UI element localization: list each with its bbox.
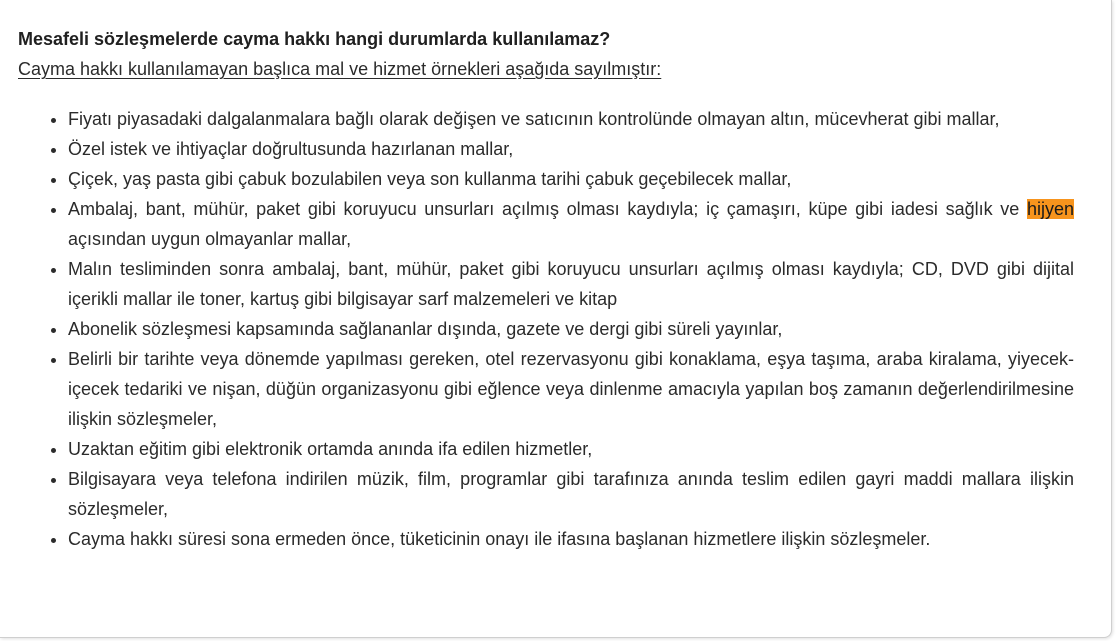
list-item — [68, 464, 1074, 524]
list-item — [68, 524, 1074, 554]
exceptions-list — [18, 104, 1074, 554]
list-item — [68, 434, 1074, 464]
list-item-text: Abonelik sözleşmesi kapsamında sağlananlar dışında, gazete ve dergi gibi süreli yayınlar, — [68, 319, 783, 339]
search-highlight: hijyen — [1026, 199, 1074, 219]
list-item-text-after: açısından uygun olmayanlar mallar, — [68, 229, 352, 249]
article-body — [18, 26, 1074, 554]
list-item — [68, 164, 1074, 194]
list-item-text-before: Ambalaj, bant, mühür, paket gibi koruyucu unsurları açılmış olması kaydıyla; iç çamaşırı, küpe gibi iadesi sağlık ve — [68, 199, 1027, 219]
list-item-text: Çiçek, yaş pasta gibi çabuk bozulabilen veya son kullanma tarihi çabuk geçebilecek mallar, — [68, 169, 792, 189]
list-item-text: Özel istek ve ihtiyaçlar doğrultusunda hazırlanan mallar, — [68, 139, 514, 159]
list-item-text: Fiyatı piyasadaki dalgalanmalara bağlı olarak değişen ve satıcının kontrolünde olmayan altın, mücevherat gibi mallar, — [68, 109, 1000, 129]
list-item-text: Uzaktan eğitim gibi elektronik ortamda anında ifa edilen hizmetler, — [68, 439, 593, 459]
list-item — [68, 194, 1074, 254]
list-item — [68, 344, 1074, 434]
list-item-text: Cayma hakkı süresi sona ermeden önce, tüketicinin onayı ile ifasına başlanan hizmetlere ilişkin sözleşmeler. — [68, 529, 931, 549]
list-item — [68, 314, 1074, 344]
list-item-text: Bilgisayara veya telefona indirilen müzik, film, programlar gibi tarafınıza anında teslim edilen gayri maddi mallara ilişkin sözleşmeler, — [68, 469, 1074, 519]
list-item — [68, 134, 1074, 164]
list-item — [68, 254, 1074, 314]
page-subtitle: Cayma hakkı kullanılamayan başlıca mal ve hizmet örnekleri aşağıda sayılmıştır: — [18, 59, 662, 79]
list-item-text: Belirli bir tarihte veya dönemde yapılması gereken, otel rezervasyonu gibi konaklama, eşya taşıma, araba kiralama, yiyecek-içecek tedariki ve nişan, düğün organizasyonu gibi eğlence veya dinlenme amacıyla yapılan boş zamanın değerlendirilmesine ilişkin sözleşmeler, — [68, 349, 1074, 429]
list-item — [68, 104, 1074, 134]
list-item-text: Malın tesliminden sonra ambalaj, bant, mühür, paket gibi koruyucu unsurları açılmış olması kaydıyla; CD, DVD gibi dijital içerikli mallar ile toner, kartuş gibi bilgisayar sarf malzemeleri ve kitap — [68, 259, 1074, 309]
page-title: Mesafeli sözleşmelerde cayma hakkı hangi durumlarda kullanılamaz? — [18, 29, 611, 49]
